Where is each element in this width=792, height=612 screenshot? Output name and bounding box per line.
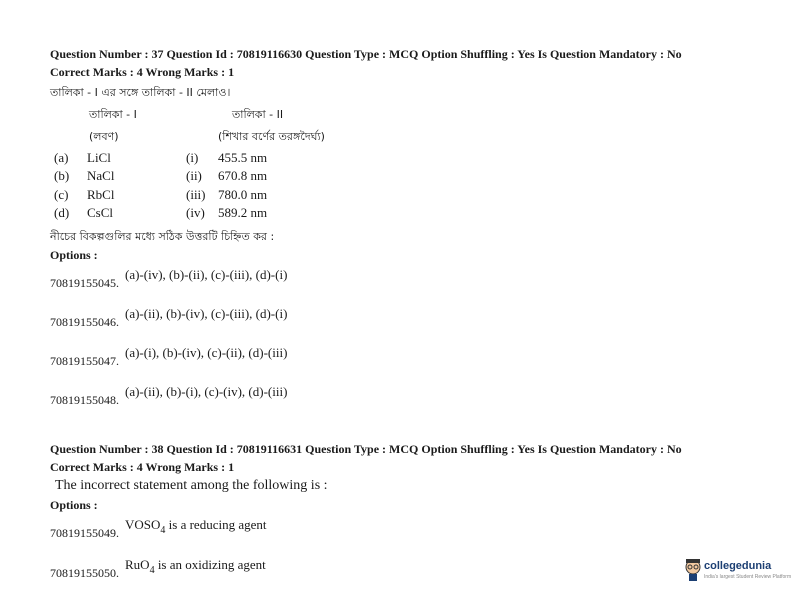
row-a-label: (a) (54, 150, 69, 165)
option-text: is an oxidizing agent (154, 557, 266, 572)
row-c-salt: RbCl (87, 187, 115, 202)
option-formula: VOSO (125, 517, 161, 532)
row-a-wavelength: 455.5 nm (218, 150, 268, 165)
row-c-label: (c) (54, 187, 69, 202)
option-id: 70819155048. (50, 393, 119, 407)
watermark-tagline: India's largest Student Review Platform (704, 574, 792, 580)
q37-option-1[interactable] (50, 266, 288, 290)
row-d-salt: CsCl (87, 205, 114, 220)
option-formula: RuO (125, 557, 150, 572)
option-text: (a)-(i), (b)-(iv), (c)-(ii), (d)-(iii) (125, 345, 288, 360)
q37-options-label: Options : (50, 248, 98, 262)
row-b-roman: (ii) (186, 168, 202, 183)
list1-title: তালিকা - I (89, 108, 137, 121)
q37-option-2[interactable] (50, 305, 288, 329)
row-d-wavelength: 589.2 nm (218, 205, 268, 220)
q38-options-label: Options : (50, 498, 98, 512)
option-text: (a)-(ii), (b)-(i), (c)-(iv), (d)-(iii) (125, 384, 288, 399)
q37-option-4[interactable] (50, 383, 288, 407)
q37-option-3[interactable] (50, 344, 288, 368)
option-text: (a)-(iv), (b)-(ii), (c)-(iii), (d)-(i) (125, 267, 288, 282)
option-formula-subscript: 4 (149, 565, 155, 577)
row-b-wavelength: 670.8 nm (218, 168, 268, 183)
row-d-roman: (iv) (186, 205, 205, 220)
list1-subtitle: (লবণ) (89, 130, 119, 143)
q37-header-line1: Question Number : 37 Question Id : 70819116630 Question Type : MCQ Option Shuffling : Yes Is Question Mandatory : No (50, 47, 682, 61)
option-id: 70819155049. (50, 526, 119, 540)
row-b-salt: NaCl (87, 168, 115, 183)
row-b-label: (b) (54, 168, 70, 183)
option-id: 70819155050. (50, 566, 119, 580)
option-id: 70819155045. (50, 276, 119, 290)
q38-header-line1: Question Number : 38 Question Id : 70819116631 Question Type : MCQ Option Shuffling : Yes Is Question Mandatory : No (50, 442, 682, 456)
q38-header-line2: Correct Marks : 4 Wrong Marks : 1 (50, 460, 235, 474)
q38-option-1[interactable] (50, 516, 267, 540)
list2-subtitle: (শিখার বর্ণের তরঙ্গদৈর্ঘ্য) (218, 130, 325, 143)
q37-instruction: তালিকা - I এর সঙ্গে তালিকা - II মেলাও। (50, 86, 231, 99)
mascot-icon (684, 558, 702, 582)
option-formula-subscript: 4 (160, 525, 166, 537)
q38-statement: The incorrect statement among the following is : (55, 478, 328, 493)
list2-title: তালিকা - II (232, 108, 284, 121)
q37-prompt: নীচের বিকল্পগুলির মধ্যে সঠিক উত্তরটি চিহ্নিত কর : (50, 230, 275, 243)
watermark-name: collegedunia (704, 560, 772, 572)
row-a-roman: (i) (186, 150, 199, 165)
row-d-label: (d) (54, 205, 70, 220)
option-id: 70819155046. (50, 315, 119, 329)
q37-header-line2: Correct Marks : 4 Wrong Marks : 1 (50, 65, 235, 79)
option-text: is a reducing agent (165, 517, 267, 532)
row-c-wavelength: 780.0 nm (218, 187, 268, 202)
option-text: (a)-(ii), (b)-(iv), (c)-(iii), (d)-(i) (125, 306, 288, 321)
q38-option-2[interactable] (50, 556, 266, 580)
row-a-salt: LiCl (87, 150, 111, 165)
option-id: 70819155047. (50, 354, 119, 368)
row-c-roman: (iii) (186, 187, 206, 202)
